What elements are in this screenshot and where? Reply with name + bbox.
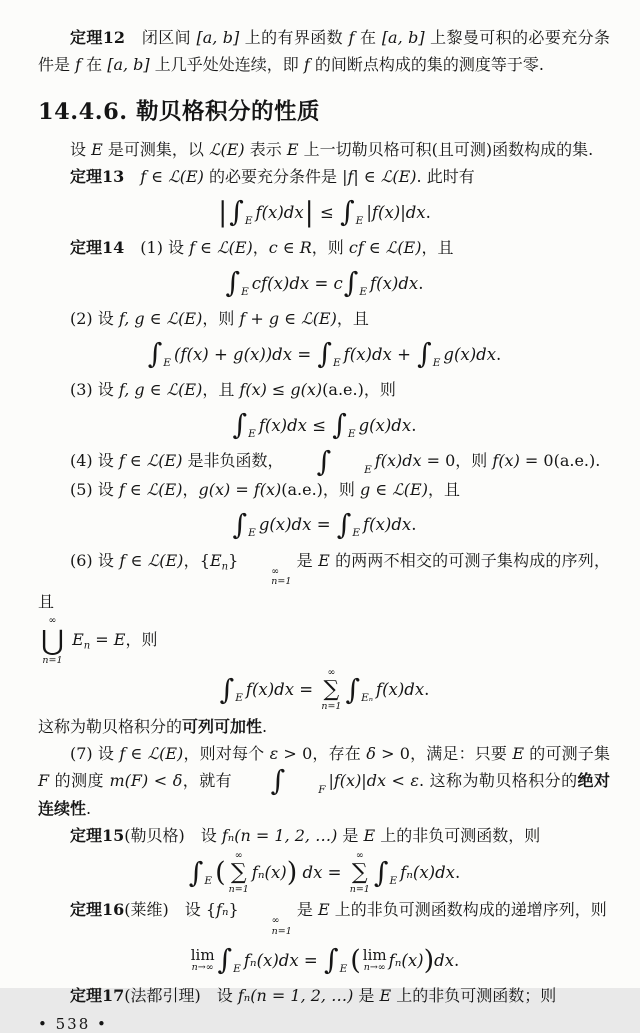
text-run: ，则对每个 [183,743,270,763]
text-run: (勒贝格) 设 [124,826,222,846]
math-text: |f(x)|dx [328,770,386,790]
text-run: (1) 设 [124,238,190,257]
text-run: = 0，则 [421,451,493,470]
integral-sign: ∫ E [323,943,348,977]
text-run: 的间断点构成的集的测度等于零. [309,55,544,74]
integral-sign: ∫ E [316,444,372,478]
text-run: 14.4.6. 勒贝格积分的性质 [38,99,320,125]
text-run: 的两两不相交的可测子集构成的序列，且 [38,550,610,612]
integral-sign: ∫ E [225,266,249,299]
text-run: 上的有界函数 [239,28,349,47]
math-text: f(x)dx [363,515,412,534]
math-text: c [333,273,343,293]
formula-line [38,333,610,375]
math-text: E [318,550,330,570]
text-run [124,167,140,186]
integral-sign: ∫ E [343,266,368,299]
text-run: 上黎曼可积的必要充分条件是 [38,28,610,74]
subscript: n [83,640,91,652]
formula-line [38,850,610,895]
text-run: 的测度 [49,770,110,790]
math-text: E [113,630,126,650]
text-run: ，且 [336,309,369,328]
summation-sign: ∞ ∑ n=1 [321,667,342,712]
math-text: fₙ(n = 1, 2, …) [237,986,354,1006]
math-text: (f(x) + g(x))dx [173,344,293,364]
integral-sign: ∫ E [217,943,241,977]
section-heading [38,94,610,126]
page-number: • 538 • [38,1015,108,1033]
text-paragraph [38,376,610,403]
text-run: 是 [291,900,318,920]
math-text: f ∈ ℒ(E) [119,743,184,763]
text-run: 设 [70,140,92,159]
integral-sign: ∫ E [417,337,441,370]
big-paren: ( [350,944,361,976]
math-text: f ∈ ℒ(E) [189,238,253,257]
bold-text: 绝对连续性 [38,770,610,819]
math-text: f(x) ≤ g(x) [239,380,323,399]
math-text: g ∈ ℒ(E) [360,479,428,499]
text-run: } [228,900,239,920]
text-run: 上几乎处处连续，即 [149,55,304,74]
integral-sign: ∫ E [147,337,171,370]
text-run: (法都引理) 设 [124,986,238,1006]
text-paragraph [38,234,610,261]
math-text: m(F) [109,770,149,790]
math-text: fₙ(n = 1, 2, …) [221,826,338,846]
text-paragraph [38,163,610,190]
formula-line [38,504,610,546]
math-text: fₙ [216,900,229,920]
text-run: (a.e.)，则 [322,380,396,399]
math-text: E [72,630,84,650]
bold-text: 定理12 [70,28,126,47]
limit-operator: lim n→∞ [362,945,387,974]
limits-stack: ∞ n=1 [271,565,292,588]
math-text: E [91,140,103,159]
text-run: 是非负函数， [182,451,284,470]
text-run: (4) 设 [70,451,119,470]
math-text: f(x)dx [374,451,422,470]
math-text: [a, b] [196,28,240,47]
text-run: 是可测集，以 [102,140,209,159]
text-paragraph [38,444,610,478]
bold-text: 定理13 [70,167,125,186]
text-run: = [292,344,317,364]
text-paragraph [38,713,610,740]
math-text: g(x)dx [258,515,312,534]
text-run: ，则 [311,238,349,257]
text-run: (莱维) 设 { [124,900,217,920]
text-run: . [496,344,502,364]
text-run: ，{ [183,550,210,570]
text-run: > 0，满足：只要 [375,743,513,763]
math-text: f(x) [492,451,520,470]
math-text: fₙ(x) [388,950,424,970]
text-run: . [454,950,460,970]
math-text: F [38,770,50,790]
vertical-bar: | [218,196,228,228]
integral-sign: ∫ E [232,408,256,441]
math-text: E [379,986,392,1006]
formula-line [38,667,610,712]
math-text: ε [410,770,420,790]
math-text: f, g ∈ ℒ(E) [118,380,203,399]
text-paragraph [38,615,610,666]
math-text: ℒ(E) [208,140,245,159]
math-text: E [512,743,525,763]
math-text: |f| ∈ ℒ(E) [342,167,417,186]
math-text: fₙ(x) [251,863,287,883]
text-run: 这称为勒贝格积分的 [38,716,183,736]
math-text: cf(x)dx [251,273,310,293]
text-run: 的必要充分条件是 [203,167,343,186]
math-text: dx [297,863,323,883]
math-text: g(x)dx [443,344,497,364]
text-paragraph [38,822,610,849]
text-run: (7) 设 [70,743,120,763]
math-text: δ [172,770,183,790]
math-text: dx [434,950,455,970]
text-run: ≤ [314,202,340,222]
text-run: ，且 [421,238,454,257]
bold-text: 可列可加性 [182,716,263,736]
text-run: = [298,950,323,970]
text-run: + [391,344,417,364]
math-text: f(x)dx [370,273,419,293]
math-text: f, g ∈ ℒ(E) [118,309,203,328]
formula-line [38,191,610,233]
integral-sign: ∫ E [340,195,364,228]
text-run: > 0，存在 [278,743,367,763]
text-run: ，则 [125,630,158,650]
text-run: = 0(a.e.). [519,451,601,470]
formula-line [38,939,610,981]
page-content [38,24,616,1009]
text-run: . 此时有 [416,167,475,186]
text-run: 表示 [244,140,287,159]
text-run: = [311,515,336,534]
math-text: E [363,826,376,846]
formula-line [38,404,610,446]
math-text: ε [269,743,279,763]
text-run: . [86,799,92,819]
text-run: . [425,202,431,222]
math-text: f ∈ ℒ(E) [119,550,184,570]
text-run: . [411,415,417,435]
text-paragraph [38,982,610,1009]
big-paren: ( [215,857,226,889]
subscript: n [221,561,229,572]
math-text: E [209,550,222,570]
text-paragraph [38,740,616,823]
integral-sign: ∫ E [188,855,213,889]
limits-stack: ∞ n=1 [271,915,292,938]
integral-sign: ∫ E [332,408,356,441]
math-text: fₙ(x)dx [243,950,299,970]
vertical-bar: | [304,196,314,228]
text-run: ，且 [202,380,240,399]
math-text: f [348,28,355,47]
math-text: f + g ∈ ℒ(E) [239,309,337,328]
text-run: 上的非负可测函数，则 [375,826,541,846]
text-run: 是 [353,986,380,1006]
text-paragraph [38,24,610,78]
math-text: fₙ(x)dx [400,863,455,883]
math-text: |f(x)|dx [366,202,426,222]
text-run: 上的非负可测函数；则 [391,986,557,1006]
math-text: [a, b] [107,55,150,74]
bold-text: 定理15 [70,826,125,846]
text-run: 上一切勒贝格可积(且可测)函数构成的集. [298,140,594,159]
text-run: . [262,716,268,736]
text-paragraph [38,547,610,616]
math-text: f(x)dx [245,680,295,700]
integral-sign: ∫ F [270,764,326,798]
text-run: (a.e.)，则 [281,479,361,499]
bold-text: 定理16 [70,900,125,920]
text-paragraph [38,136,610,163]
integral-sign: ∫ E [373,855,398,889]
text-run: (3) 设 [70,380,119,399]
math-text: f(x)dx [255,202,304,222]
integral-sign: ∫ E [336,507,361,541]
math-text: f [303,55,310,74]
math-text: f [75,55,82,74]
integral-sign: ∫ E [232,507,256,541]
text-run: . 这称为勒贝格积分的 [419,770,578,790]
math-text: f(x)dx [258,415,307,435]
text-run: ，且 [427,479,460,499]
math-text: f ∈ ℒ(E) [140,167,204,186]
text-run: ，就有 [182,770,238,790]
integral-sign: ∫ E [229,195,253,228]
text-run: } [228,550,239,570]
text-run: ≤ [306,415,332,435]
math-text: E [286,140,299,159]
text-run: (5) 设 [70,479,119,499]
text-run: = [309,273,334,293]
math-text: f ∈ ℒ(E) [118,479,183,499]
text-run: = [294,680,319,700]
math-text: f ∈ ℒ(E) [118,451,183,470]
text-run: ， [182,479,199,499]
text-run: 在 [81,55,108,74]
math-text: [a, b] [381,28,425,47]
text-run: . [454,863,461,883]
text-run: ，则 [202,309,240,328]
math-text: E [317,900,330,920]
integral-sign: ∫ E [317,337,341,370]
text-run: < [148,770,173,790]
integral-sign: ∫ E [219,672,243,706]
bold-text: 定理17 [70,986,125,1006]
text-run: = [322,863,347,883]
text-run: . [418,273,424,293]
text-paragraph [38,476,610,503]
math-text: δ [366,743,376,763]
math-text: c ∈ R [268,238,312,257]
text-run: 是 [337,826,364,846]
text-paragraph [38,896,610,938]
text-run: < [385,770,411,790]
text-run: . [411,515,417,534]
formula-line [38,262,610,304]
limit-operator: lim n→∞ [190,945,215,974]
summation-sign: ∞ ∑ n=1 [349,850,370,895]
text-run: = [90,630,114,650]
text-run: ， [252,238,269,257]
math-text: g(x)dx [358,415,412,435]
text-run: 的可测子集 [524,743,616,763]
math-text: f(x)dx [375,680,425,700]
integral-sign: ∫ Eₙ [345,672,373,706]
union-sign: ∞ ⋃ n=1 [41,615,64,666]
text-paragraph [38,305,610,332]
summation-sign: ∞ ∑ n=1 [228,850,249,895]
big-paren: ) [423,944,435,976]
text-run: 是 [291,550,319,570]
math-text: g(x) = f(x) [198,479,282,499]
math-text: cf ∈ ℒ(E) [348,238,422,257]
text-run: 上的非负可测函数构成的递增序列，则 [329,900,607,920]
text-run: . [424,680,430,700]
bold-text: 定理14 [70,238,125,257]
math-text: f(x)dx [343,344,392,364]
big-paren: ) [286,857,298,889]
text-run: 闭区间 [125,28,197,47]
text-run: (2) 设 [70,309,119,328]
text-run: (6) 设 [70,550,120,570]
text-run: 在 [354,28,382,47]
